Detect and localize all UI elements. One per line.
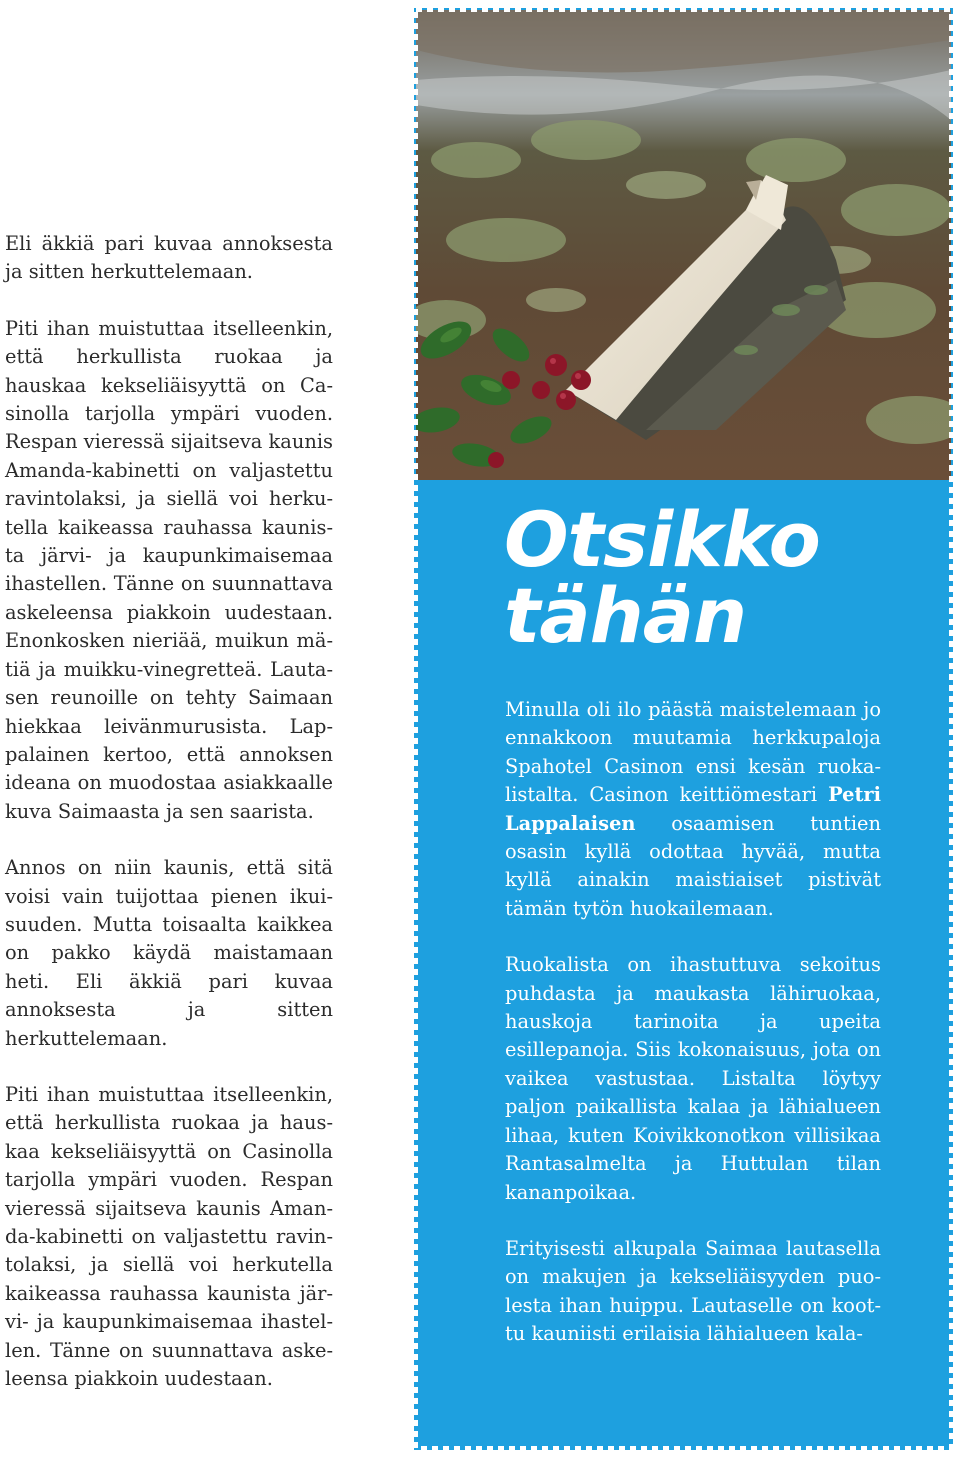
left-article-column — [5, 230, 333, 1393]
left-paragraph-1: Eli äkkiä pari kuvaa annoksesta ja sitten herkuttelemaan. — [5, 232, 333, 284]
left-paragraph-4: Piti ihan muistuttaa itselleenkin, että herkullista ruokaa ja hauskaa kekseliäisyyttä on Casinolla tarjolla ympäri vuoden. Respan vieressä sijaitseva kaunis Amanda-kabinetti on valjastettu ravintolaksi, ja siellä voi herkutella kaikeassa rauhassa kaunista järvi- ja kaupunkimaisemaa ihastellen. Tänne on suunnattava askeleensa piakkoin uudestaan. — [5, 1082, 333, 1391]
headline — [504, 495, 820, 660]
left-paragraph-3: Annos on niin kaunis, että sitä voisi vain tuijottaa pienen ikuisuuden. Mutta toisaalta kaikkea on pakko käydä maistamaan heti. Eli äkkiä pari kuvaa annoksesta ja sitten herkuttelemaan. — [5, 856, 333, 1050]
right-paragraph-2: Ruokalista on ihastuttuva sekoitus puhdasta ja maukasta lähiruokaa, hauskoja tarinoita ja upeita esillepanoja. Siis kokonaisuus, jota on vaikea vastustaa. Listalta löytyy paljon paikallista kalaa ja lähialueen lihaa, kuten Koivikkonotkon villisikaa Rantasalmelta ja Huttulan tilan kananpoikaa. — [505, 953, 881, 1204]
left-paragraph-2: Piti ihan muistuttaa itselleenkin, että herkullista ruokaa ja hauskaa kekseliäisyyttä on Casinolla tarjolla ympäri vuoden. Respan vieressä sijaitseva kaunis Amanda-kabinetti on valjastettu ravintolaksi, ja siellä voi herkutella kaikeassa rauhassa kaunista järvi- ja kaupunkimaisemaa ihastellen. Tänne on suunnattava askeleensa piakkoin uudestaan. Enonkosken nieriää, muikun mätiä ja muikku-vinegretteä. Lautasen reunoille on tehty Saimaan hiekkaa leivänmurusista. Lappalainen kertoo, että annoksen ideana on muodostaa asiakkaalle kuva Saimaasta ja sen saarista. — [5, 316, 333, 823]
headline-line-1: Otsikko — [504, 495, 820, 584]
right-article-column — [505, 696, 881, 1377]
chef-name: Petri Lappalaisen — [505, 783, 881, 835]
headline-line-2: tähän — [504, 571, 747, 660]
right-paragraph-1 — [505, 696, 881, 923]
intro-text-after-name: osaamisen tuntien osasin kyllä odottaa hyvää, mutta kyllä ainakin maistiaiset pistivät tämän tytön huokailemaan. — [505, 811, 881, 920]
intro-text-before-name: Minulla oli ilo päästä maistelemaan jo ennakkoon muutamia herkkupaloja Spahotel Casinon ensi kesän ruokalistalta. Casinon keittiömestari — [505, 698, 881, 807]
lingonberry-birch-photo — [416, 10, 951, 480]
right-paragraph-3: Erityisesti alkupala Saimaa lautasella on makujen ja kekseliäisyyden puolesta ihan huippu. Lautaselle on koottu kauniisti erilaisia lähialueen kala- — [505, 1236, 881, 1346]
